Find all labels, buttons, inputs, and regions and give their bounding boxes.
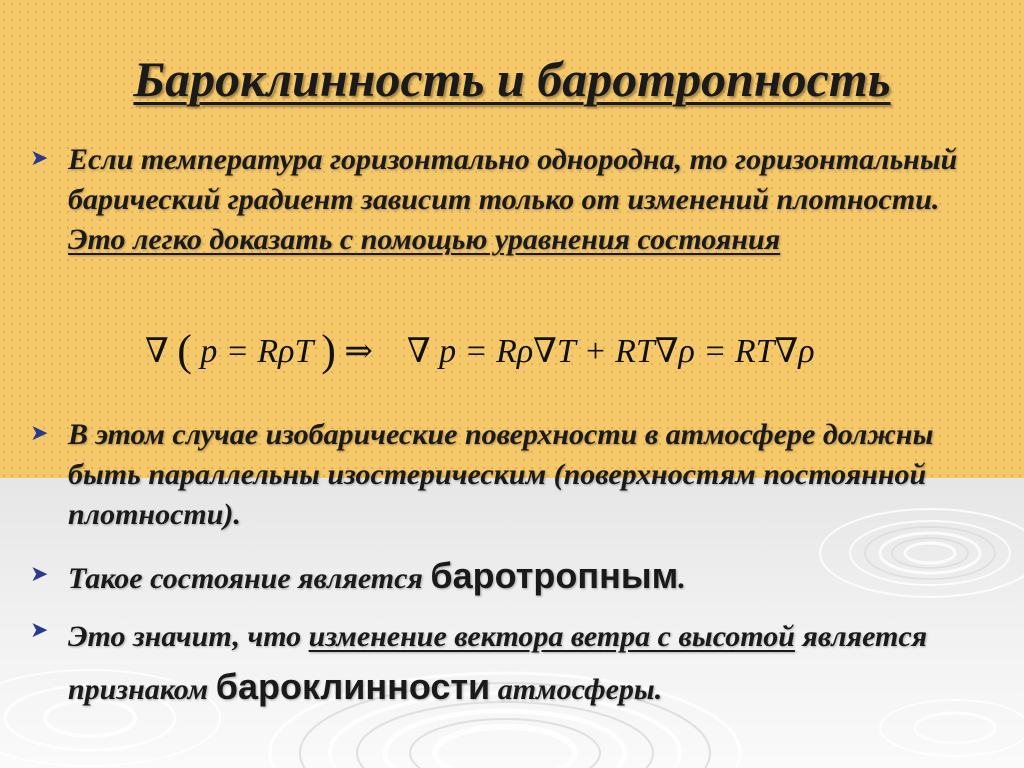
bullet-1-plain: Если температура горизонтально однородна, то горизонтальный барический градиент зависит только от изменений плотности. [68, 143, 958, 216]
bullet-4 [30, 612, 930, 715]
arrow-chevron-icon: ➤ [30, 146, 49, 171]
slide-title: Бароклинность и баротропность [133, 51, 891, 107]
formula-right-paren: ) [321, 326, 336, 375]
bullet-4-underlined: изменение вектора ветра с высотой [308, 620, 795, 653]
bullet-3-after: . [678, 562, 686, 595]
bullet-3-emphasis: баротропным [430, 555, 679, 596]
bullet-1 [30, 140, 1000, 260]
bullet-4-text [68, 612, 930, 715]
bullet-3 [30, 556, 1000, 599]
bullet-2 [30, 415, 1000, 535]
formula-left-paren: ( [177, 326, 192, 375]
bullet-1-underlined: Это легко доказать с помощью уравнения состояния [68, 223, 781, 256]
bullet-3-before: Такое состояние является [68, 562, 423, 595]
bullet-4-after: атмосферы. [497, 673, 663, 706]
arrow-chevron-icon: ➤ [30, 562, 49, 587]
arrow-chevron-icon: ➤ [30, 421, 49, 446]
equation-of-state-formula [145, 325, 905, 376]
bullet-4-emphasis: бароклинности [215, 666, 491, 707]
formula-implies: ⇒ [344, 333, 373, 370]
formula-rhs: ∇ p = Rρ∇T + RT∇ρ = RT∇ρ [406, 333, 815, 370]
formula-lhs-inner: p = RρT [200, 333, 313, 370]
formula-nabla: ∇ [145, 333, 169, 370]
bullet-1-text [68, 140, 1000, 260]
bullet-3-text [68, 556, 686, 599]
bullet-2-text: В этом случае изобарические поверхности в атмосфере должны быть параллельны изостерическим (поверхностям постоянной плотности). [68, 418, 934, 531]
bullet-4-before: Это значит, что [68, 620, 302, 653]
arrow-chevron-icon: ➤ [30, 618, 49, 643]
bullet-4-middle: является признаком [68, 620, 928, 706]
